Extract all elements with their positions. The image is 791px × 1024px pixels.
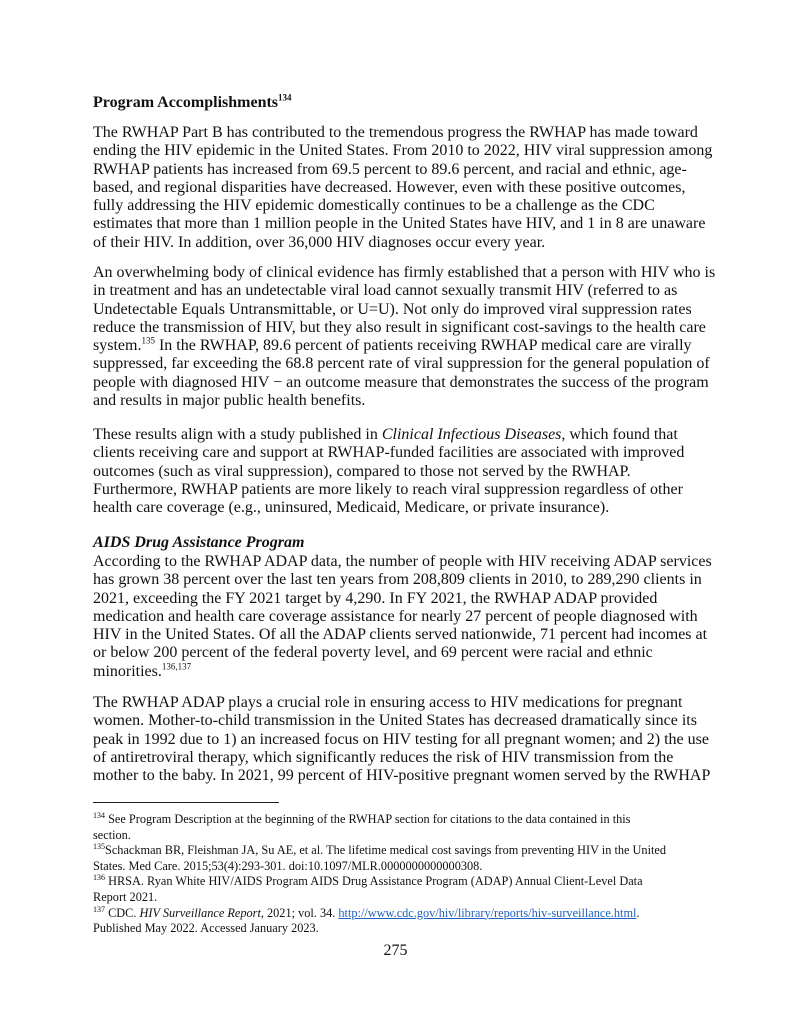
footnote-ref: 137 — [93, 904, 105, 914]
text-line: has grown 38 percent over the last ten years from 208,809 clients in 2010, to 289,290 clients in — [93, 571, 702, 589]
text-line: Undetectable Equals Untransmittable, or U=U). Not only do improved viral suppression rates — [93, 300, 692, 318]
text-line: women. Mother-to-child transmission in the United States has decreased dramatically since its — [93, 712, 697, 730]
text-line: health care coverage (e.g., uninsured, Medicaid, Medicare, or private insurance). — [93, 499, 610, 517]
text-line — [93, 843, 666, 859]
text-line: 2021, exceeding the FY 2021 target by 4,290. In FY 2021, the RWHAP ADAP provided — [93, 589, 658, 607]
text-line: medication and health care coverage assistance for nearly 27 percent of people diagnosed with — [93, 607, 698, 625]
paragraph — [93, 124, 712, 252]
footnotes — [93, 812, 666, 937]
text-segment: These results align with a study published in — [93, 426, 382, 443]
text-line: people with diagnosed HIV − an outcome measure that demonstrates the success of the program — [93, 373, 709, 391]
text-segment: . — [636, 905, 640, 920]
text-segment: minorities. — [93, 662, 162, 680]
text-line: The RWHAP ADAP plays a crucial role in ensuring access to HIV medications for pregnant — [93, 694, 683, 711]
footnote-ref: 136,137 — [161, 661, 192, 672]
text-line — [93, 812, 666, 828]
text-segment: CDC. — [105, 905, 140, 920]
text-line: of their HIV. In addition, over 36,000 HIV diagnoses occur every year. — [93, 233, 546, 251]
text-line: outcomes (such as viral suppression), compared to those not served by the RWHAP. — [93, 462, 631, 480]
heading-text: Program Accomplishments — [93, 94, 279, 111]
text-line: RWHAP patients has increased from 69.5 percent to 89.6 percent, and racial and ethnic, age- — [93, 160, 687, 178]
footnote-ref: 134 — [93, 810, 105, 820]
text-line: The RWHAP Part B has contributed to the tremendous progress the RWHAP has made toward — [93, 124, 698, 141]
text-line: Furthermore, RWHAP patients are more likely to reach viral suppression regardless of other — [93, 480, 683, 498]
paragraph — [93, 694, 710, 785]
text-line: Published May 2022. Accessed January 2023. — [93, 921, 319, 936]
footnote-ref: 134 — [278, 92, 292, 103]
text-segment: In the RWHAP, 89.6 percent of patients receiving RWHAP medical care are virally — [154, 337, 692, 355]
section-heading-adap: AIDS Drug Assistance Program — [93, 534, 305, 551]
paragraph — [93, 426, 684, 517]
footnote-ref: 135 — [93, 842, 105, 852]
text-segment: See Program Description at the beginning of the RWHAP section for citations to the data contained in this — [105, 812, 631, 826]
text-line: or below 200 percent of the federal poverty level, and 69 percent were racial and ethnic — [93, 644, 653, 662]
text-line — [93, 906, 666, 922]
italic-title: HIV Surveillance Report — [139, 905, 261, 920]
italic-title: Clinical Infectious Diseases — [381, 426, 562, 443]
text-line: based, and regional disparities have decreased. However, even with these positive outcomes, — [93, 178, 686, 196]
text-segment: , which found that — [561, 426, 678, 443]
text-line: Report 2021. — [93, 889, 158, 904]
paragraph — [93, 553, 712, 681]
text-segment: , 2021; vol. 34. — [260, 905, 339, 920]
text-line: According to the RWHAP ADAP data, the number of people with HIV receiving ADAP services — [93, 553, 712, 570]
text-line: mother to the baby. In 2021, 99 percent of HIV-positive pregnant women served by the RWHAP — [93, 767, 711, 785]
text-line — [93, 426, 684, 444]
text-line: estimates that more than 1 million people in the United States have HIV, and 1 in 8 are unaware — [93, 215, 706, 233]
text-line: clients receiving care and support at RWHAP-funded facilities are associated with improved — [93, 444, 685, 462]
section-heading-program-accomplishments — [93, 94, 292, 112]
text-segment: system. — [93, 337, 142, 355]
text-line: An overwhelming body of clinical evidence has firmly established that a person with HIV who is — [93, 264, 716, 281]
footnote-ref: 136 — [93, 873, 105, 883]
text-line — [93, 874, 666, 890]
text-line: in treatment and has an undetectable viral load cannot sexually transmit HIV (referred to as — [93, 282, 678, 300]
text-line — [93, 663, 712, 681]
text-line — [93, 337, 715, 355]
page-number: 275 — [383, 942, 408, 959]
text-line: ending the HIV epidemic in the United States. From 2010 to 2022, HIV viral suppression among — [93, 142, 713, 160]
text-segment: HRSA. Ryan White HIV/AIDS Program AIDS Drug Assistance Program (ADAP) Annual Client-Level Data — [105, 874, 643, 889]
footnote-ref: 135 — [141, 335, 155, 346]
footnote-divider — [93, 802, 279, 803]
text-line: fully addressing the HIV epidemic domestically continues to be a challenge as the CDC — [93, 197, 655, 215]
text-segment: Schackman BR, Fleishman JA, Su AE, et al. The lifetime medical cost savings from preventing HIV in the United — [105, 843, 667, 858]
text-line: and results in major public health benefits. — [93, 392, 366, 410]
text-line: HIV in the United States. Of all the ADAP clients served nationwide, 71 percent had incomes at — [93, 626, 708, 644]
text-line: peak in 1992 due to 1) an increased focus on HIV testing for all pregnant women; and 2) the use — [93, 730, 709, 748]
text-line: reduce the transmission of HIV, but they also result in significant cost-savings to the health care — [93, 318, 706, 336]
reference-link[interactable]: http://www.cdc.gov/hiv/library/reports/hiv-surveillance.html — [338, 905, 637, 920]
paragraph — [93, 264, 715, 410]
text-line: section. — [93, 827, 131, 842]
text-line: of antiretroviral therapy, which significantly reduces the risk of HIV transmission from the — [93, 748, 674, 766]
text-line: suppressed, far exceeding the 68.8 percent rate of viral suppression for the general population of — [93, 355, 710, 373]
text-line: States. Med Care. 2015;53(4):293-301. doi:10.1097/MLR.0000000000000308. — [93, 858, 483, 873]
